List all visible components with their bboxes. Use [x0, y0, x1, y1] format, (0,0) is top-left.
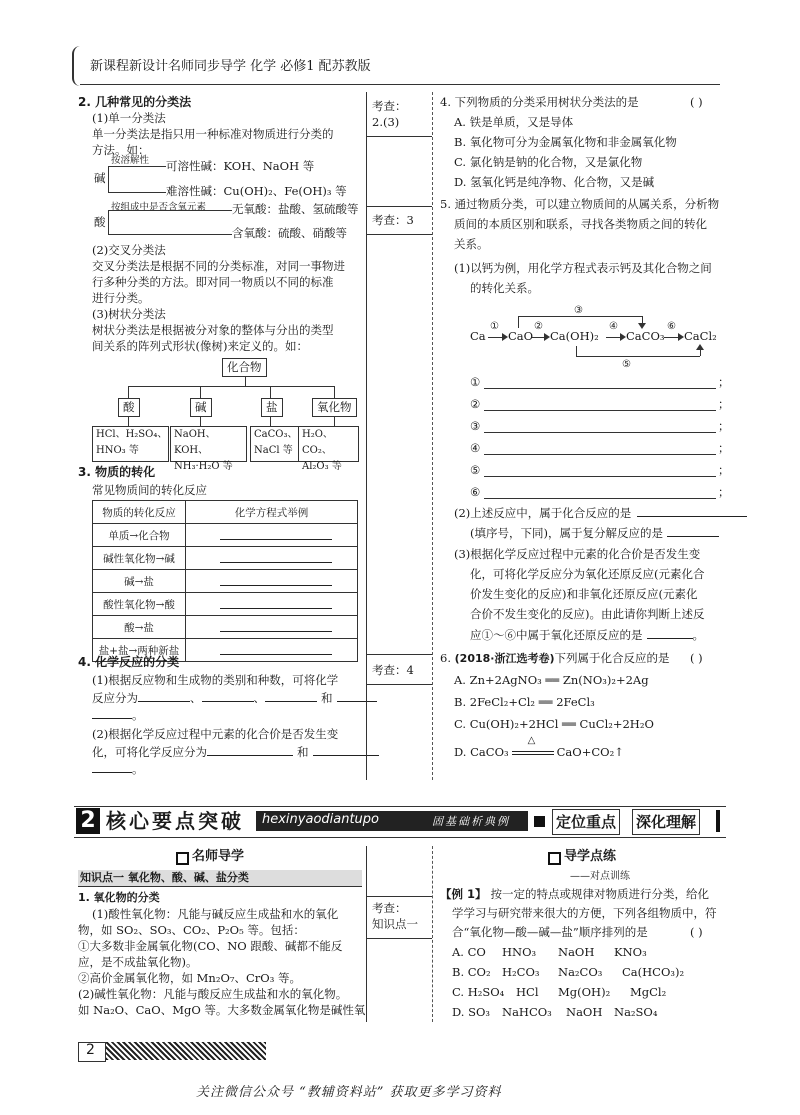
question-5-3: 化，可将化学反应分为氧化还原反应(元素化合: [470, 567, 705, 581]
answer-line[interactable]: [484, 432, 716, 433]
tree-branch: [200, 416, 201, 426]
footer-note: 关注微信公众号 “教辅资料站” 获取更多学习资料: [196, 1085, 502, 1100]
tree-class-text: 树状分类法是根据被分对象的整体与分出的类型: [92, 323, 334, 337]
chain-label: ④: [609, 321, 618, 332]
answer-line-label: ①: [470, 375, 481, 389]
banner-pinyin: hexinyaodiantupo: [262, 812, 380, 827]
tree-compound-node: 化合物: [222, 358, 267, 377]
column-divider-dashed: [432, 92, 433, 780]
option-a: A. 铁是单质，又是导体: [454, 115, 574, 129]
exam-point-label: 考查：3: [372, 213, 414, 227]
chain-node-caco3: CaCO₃: [626, 329, 665, 343]
tree-base-examples: [170, 426, 247, 472]
single-class-text: 方法。如：: [92, 143, 150, 157]
section-2-title: 2. 几种常见的分类法: [78, 95, 192, 109]
chain-node-caoh2: Ca(OH)₂: [550, 329, 599, 343]
tree-branch: [108, 210, 109, 234]
question-5: 关系。: [454, 237, 489, 251]
text: 按一定的特点或规律对物质进行分类，给化: [490, 887, 710, 901]
source-tag: (2018·浙江选考卷): [454, 652, 555, 665]
example-line: NaCl 等: [254, 445, 293, 456]
opt-cell: B. CO₂: [452, 965, 491, 979]
table-header: 化学方程式举例: [186, 501, 358, 524]
example-line: Al₂O₃ 等: [302, 461, 342, 472]
section-4-text: [92, 743, 379, 761]
body-line: ②高价金属氧化物，如 Mn₂O₇、CrO₃ 等。: [78, 971, 301, 985]
answer-blank[interactable]: [313, 743, 379, 756]
opt-cell: NaOH: [558, 945, 595, 959]
exam-point-label: 考查：: [372, 901, 407, 915]
exam-point-label: 知识点一: [372, 917, 418, 931]
example-line: NaOH、KOH、: [174, 429, 216, 456]
example-line: HCl、H₂SO₄、: [96, 429, 168, 440]
tree-branch: [108, 234, 232, 235]
section-3-intro: 常见物质间的转化反应: [92, 483, 207, 497]
tree-branch: [128, 386, 129, 398]
question-5-1: (1)以钙为例，用化学方程式表示钙及其化合物之间: [454, 261, 712, 275]
banner-number: 2: [76, 808, 100, 834]
option-b: [452, 964, 684, 981]
end: 。: [132, 708, 144, 722]
question-5-3: 合价不发生变化的反应)。由此请你判断上述反: [470, 607, 705, 621]
body-line: ①大多数非金属氧化物(CO、NO 跟酸、碱都不能反: [78, 939, 343, 953]
answer-blank[interactable]: [667, 524, 719, 537]
tree-branch: [108, 166, 109, 192]
oxyacid-text: 含氧酸：硫酸、硝酸等: [232, 226, 347, 240]
table-row-label: 单质→化合物: [93, 524, 186, 547]
example-1: 合“氧化物—酸—碱—盐”顺序排列的是: [452, 925, 648, 939]
answer-blank[interactable]: [186, 593, 358, 616]
tree-branch: [108, 210, 232, 211]
tree-branch: [270, 386, 271, 398]
tree-class-heading: (3)树状分类法: [92, 307, 166, 321]
answer-paren[interactable]: ( ): [690, 651, 703, 665]
text: D. CaCO₃: [454, 745, 509, 759]
option-b: B. 2FeCl₂+Cl₂ ══ 2FeCl₃: [454, 695, 595, 709]
example-tag: 【例 1】: [440, 887, 487, 901]
heat-icon: △: [527, 735, 536, 746]
page-number-box: [78, 1042, 106, 1062]
banner-tag: 深化理解: [632, 809, 700, 835]
opt-cell: D. SO₃: [452, 1005, 491, 1019]
equals-bar: [512, 751, 554, 755]
answer-line-label: ③: [470, 419, 481, 433]
answer-blank[interactable]: [186, 616, 358, 639]
example-1: 学学习与研究带来很大的方便，下列各组物质中，符: [452, 906, 717, 920]
body-line: 物，如 SO₂、SO₃、CO₂、P₂O₅ 等。包括：: [78, 923, 305, 937]
tree-oxide-node: 氧化物: [312, 398, 357, 417]
question-5-2: [454, 504, 747, 522]
answer-line[interactable]: [484, 476, 716, 477]
opt-cell: NaHCO₃: [502, 1005, 552, 1019]
banner-motto: 固基础析典例: [432, 815, 510, 828]
option-c: C. Cu(OH)₂+2HCl ══ CuCl₂+2H₂O: [454, 717, 654, 731]
exam-point-rule: [366, 938, 432, 939]
tree-edge-label: 按组成中是否含氧元素: [111, 202, 207, 213]
semicolon: ；: [718, 375, 730, 389]
arrow-head: [638, 323, 646, 329]
answer-paren[interactable]: ( ): [690, 95, 703, 109]
chain-node-cao: CaO: [508, 329, 534, 343]
answer-line[interactable]: [484, 388, 716, 389]
tree-salt-node: 盐: [261, 398, 283, 417]
heading-icon: [548, 852, 561, 865]
answer-paren[interactable]: ( ): [690, 925, 703, 939]
page-number: 2: [86, 1042, 95, 1058]
soluble-base-text: 可溶性碱：KOH、NaOH 等: [166, 159, 315, 173]
section-4-text: [92, 760, 144, 778]
option-d: D. 氢氧化钙是纯净物、化合物，又是碱: [454, 175, 655, 189]
answer-line[interactable]: [484, 498, 716, 499]
answer-blank[interactable]: [92, 760, 132, 773]
example-line: H₂O、CO₂、: [302, 429, 333, 456]
banner-title: 核心要点突破: [106, 809, 244, 833]
text: 6.: [440, 651, 455, 665]
answer-blank[interactable]: [207, 743, 293, 756]
tree-branch: [200, 386, 201, 398]
semicolon: ；: [718, 419, 730, 433]
question-5: 质间的本质区别和联系，寻找各类物质之间的转化: [454, 217, 707, 231]
cross-class-text: 行多种分类的方法。即对同一物质以不同的标准: [92, 275, 334, 289]
tree-acid-examples: [92, 426, 169, 462]
example-1: [440, 886, 709, 903]
cross-class-text: 进行分类。: [92, 291, 150, 305]
exam-point-rule: [366, 136, 432, 137]
opt-cell: Na₂SO₄: [614, 1005, 658, 1019]
tree-acid-node: 酸: [118, 398, 140, 417]
banner-pinyin-strip: [256, 811, 528, 831]
opt-cell: NaOH: [566, 1005, 603, 1019]
question-5-3: (3)根据化学反应过程中元素的化合价是否发生变: [454, 547, 701, 561]
chain-node-ca: Ca: [470, 329, 486, 343]
arrow-head: [696, 344, 704, 350]
table-row-label: 酸→盐: [93, 616, 186, 639]
oxygen-free-acid-text: 无氧酸：盐酸、氢硫酸等: [232, 202, 359, 216]
question-5-3: 价发生变化的反应)和非氧化还原反应(元素化: [470, 587, 698, 601]
column-divider: [366, 92, 367, 780]
opt-cell: MgCl₂: [630, 985, 667, 999]
tree-salt-examples: [250, 426, 299, 462]
answer-line[interactable]: [484, 454, 716, 455]
section-3-title: 3. 物质的转化: [78, 465, 156, 479]
answer-blank[interactable]: [186, 547, 358, 570]
column-divider: [366, 846, 367, 1022]
chain-arrow: [518, 316, 519, 328]
text: 下列属于化合反应的是: [554, 651, 670, 665]
header-title: 新课程新设计名师同步导学 化学 必修1 配苏教版: [90, 59, 371, 74]
option-d: [454, 735, 624, 761]
tree-branch: [334, 386, 335, 398]
tree-branch: [270, 416, 271, 426]
semicolon: ；: [718, 441, 730, 455]
text: 反应分为: [92, 691, 138, 705]
exam-point-label: 2.(3): [372, 115, 400, 129]
body-line: (1)酸性氧化物：凡能与碱反应生成盐和水的氧化: [92, 907, 339, 921]
semicolon: ；: [718, 397, 730, 411]
knowledge-point-strip: [78, 870, 362, 887]
insoluble-base-text: 难溶性碱：Cu(OH)₂、Fe(OH)₃ 等: [166, 184, 347, 198]
cross-class-heading: (2)交叉分类法: [92, 243, 166, 257]
chain-label: ⑤: [622, 359, 631, 370]
chain-arrow: [576, 346, 577, 356]
exam-point-label: 考查：: [372, 99, 407, 113]
example-line: HNO₃ 等: [96, 445, 139, 456]
sep: 、: [190, 691, 202, 705]
column-divider-dashed: [432, 846, 433, 1022]
and: 和: [297, 745, 309, 759]
table-row-label: 盐+盐→两种新盐: [93, 639, 186, 662]
banner-mark: [534, 816, 545, 827]
table-row-label: 碱性氧化物→碱: [93, 547, 186, 570]
semicolon: ；: [718, 485, 730, 499]
answer-line-label: ⑥: [470, 485, 481, 499]
knowledge-point-title: 知识点一 氧化物、酸、碱、盐分类: [80, 871, 249, 884]
answer-blank[interactable]: [647, 626, 693, 639]
tree-edge-label: 按溶解性: [111, 155, 150, 166]
option-a: [452, 944, 647, 961]
chain-arrow: [576, 356, 700, 357]
text: CaO+CO₂↑: [556, 745, 624, 759]
opt-cell: KNO₃: [614, 945, 647, 959]
tree-branch: [245, 376, 246, 386]
tree-root-base: 碱: [94, 171, 106, 185]
question-5: 5. 通过物质分类，可以建立物质间的从属关系，分析物: [440, 197, 720, 211]
sep: 、: [253, 691, 265, 705]
table-row-label: 酸性氧化物→酸: [93, 593, 186, 616]
answer-blank[interactable]: [92, 706, 132, 719]
page-number-pattern: [106, 1042, 266, 1060]
answer-blank[interactable]: [138, 689, 190, 702]
cross-class-text: 交叉分类法是根据不同的分类标准，对同一事物进: [92, 259, 345, 273]
tree-base-node: 碱: [190, 398, 212, 417]
table-row-label: 碱→盐: [93, 570, 186, 593]
section-4-title: 4. 化学反应的分类: [78, 655, 180, 669]
exam-point-rule: [366, 234, 432, 235]
answer-blank[interactable]: [186, 524, 358, 547]
header-bracket: [72, 46, 82, 86]
banner-tag: 定位重点: [552, 809, 620, 835]
tree-class-text: 间关系的阵列式形状(像树)来定义的。如：: [92, 339, 308, 353]
header-rule: [80, 84, 720, 85]
option-b: B. 氧化物可分为金属氧化物和非金属氧化物: [454, 135, 677, 149]
answer-blank[interactable]: [637, 504, 747, 517]
exam-point-rule: [366, 896, 432, 897]
opt-cell: H₂CO₃: [502, 965, 540, 979]
tree-branch: [108, 192, 166, 193]
opt-cell: A. CO: [452, 945, 486, 959]
question-6: [440, 650, 670, 667]
single-class-text: 单一分类法是指只用一种标准对物质进行分类的: [92, 127, 334, 141]
answer-line-label: ⑤: [470, 463, 481, 477]
answer-line-label: ④: [470, 441, 481, 455]
exam-point-rule: [366, 654, 432, 655]
end: 。: [132, 762, 144, 776]
opt-cell: Ca(HCO₃)₂: [622, 965, 685, 979]
question-5-1: 的转化关系。: [470, 281, 539, 295]
option-c: [452, 984, 666, 1001]
answer-blank[interactable]: [265, 689, 317, 702]
question-5-3: 应①～⑥中属于氧化还原反应的是 。: [470, 628, 704, 642]
text: 应①～⑥中属于氧化还原反应的是: [470, 628, 643, 642]
body-line: 如 Na₂O、CaO、MgO 等。大多数金属氧化物是碱性氧: [78, 1003, 366, 1017]
answer-line-label: ②: [470, 397, 481, 411]
body-line: (2)碱性氧化物：凡能与酸反应生成盐和水的氧化物。: [78, 987, 348, 1001]
chain-label: ①: [490, 321, 499, 332]
section-4-text: [92, 689, 377, 707]
exam-point-rule: [366, 206, 432, 207]
exam-point-label: 考查：4: [372, 663, 414, 677]
answer-blank[interactable]: [202, 689, 254, 702]
example-line: NH₃·H₂O 等: [174, 461, 233, 472]
tree-branch: [108, 166, 166, 167]
opt-cell: Na₂CO₃: [558, 965, 603, 979]
opt-cell: C. H₂SO₄: [452, 985, 505, 999]
tree-branch: [128, 386, 334, 387]
chain-label: ⑥: [667, 321, 676, 332]
practice-heading: 导学点练: [564, 849, 617, 864]
text: (2)上述反应中，属于化合反应的是: [454, 506, 632, 520]
option-d: [452, 1004, 657, 1021]
tree-oxide-examples: [298, 426, 359, 472]
opt-cell: HNO₃: [502, 945, 537, 959]
table-header: 物质的转化反应: [93, 501, 186, 524]
opt-cell: Mg(OH)₂: [558, 985, 611, 999]
tree-branch: [334, 416, 335, 426]
banner-mark: [716, 810, 720, 832]
section-4-text: [92, 706, 144, 724]
conversion-table: [92, 500, 358, 662]
teacher-guide-heading: 名师导学: [192, 849, 245, 864]
option-c: C. 氯化钠是钠的化合物，又是氯化物: [454, 155, 643, 169]
body-line: 应，是不成盐氧化物)。: [78, 955, 198, 969]
chain-label: ②: [534, 321, 543, 332]
chain-label: ③: [574, 305, 583, 316]
heading-icon: [176, 852, 189, 865]
text: (填序号，下同)，属于复分解反应的是: [470, 526, 663, 540]
single-class-heading: (1)单一分类法: [92, 111, 166, 125]
tree-root-acid: 酸: [94, 215, 106, 229]
chain-node-cacl2: CaCl₂: [684, 329, 717, 343]
answer-blank[interactable]: [186, 639, 358, 662]
answer-blank[interactable]: [186, 570, 358, 593]
opt-cell: HCl: [516, 985, 539, 999]
section-4-text: (2)根据化学反应过程中元素的化合价是否发生变: [92, 727, 339, 741]
question-4: 4. 下列物质的分类采用树状分类法的是: [440, 95, 639, 109]
answer-blank[interactable]: [337, 689, 377, 702]
question-5-2: [470, 524, 719, 542]
and: 和: [321, 691, 333, 705]
option-a: A. Zn+2AgNO₃ ══ Zn(NO₃)₂+2Ag: [454, 673, 649, 687]
semicolon: ；: [718, 463, 730, 477]
practice-subtitle: ——对点训练: [570, 871, 630, 882]
text: 化，可将化学反应分为: [92, 745, 207, 759]
section-4-text: (1)根据反应物和生成物的类别和种数，可将化学: [92, 673, 339, 687]
exam-point-rule: [366, 684, 432, 685]
section-banner: [74, 806, 726, 838]
example-line: CaCO₃、: [254, 429, 298, 440]
oxide-class-title: 1. 氧化物的分类: [78, 891, 160, 904]
answer-line[interactable]: [484, 410, 716, 411]
tree-branch: [128, 416, 129, 426]
